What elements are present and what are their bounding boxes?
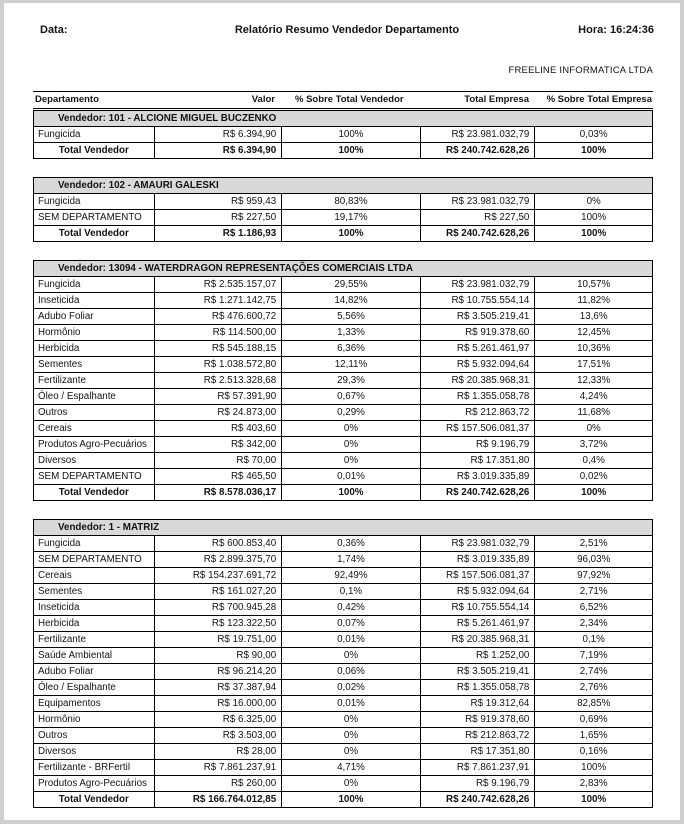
company-total-cell: R$ 157.506.081,37 [420, 421, 535, 436]
pct-vendor-cell: 0% [281, 421, 420, 436]
value-cell: R$ 1.186,93 [154, 226, 282, 241]
department-cell: Inseticida [38, 602, 80, 613]
pct-vendor-cell: 5,56% [281, 309, 420, 324]
department-row [34, 536, 652, 552]
department-cell: Total Vendedor [58, 794, 129, 805]
department-row [34, 437, 652, 453]
department-row [34, 696, 652, 712]
department-row [34, 210, 652, 226]
value-cell: R$ 1.271.142,75 [154, 293, 282, 308]
pct-company-cell: 4,24% [534, 389, 652, 404]
department-row [34, 293, 652, 309]
pct-company-cell: 6,52% [534, 600, 652, 615]
vendor-section [33, 177, 653, 242]
value-cell: R$ 90,00 [154, 648, 282, 663]
department-cell: Produtos Agro-Pecuários [38, 439, 147, 450]
value-cell: R$ 114.500,00 [154, 325, 282, 340]
column-header-row [33, 91, 653, 109]
value-cell: R$ 16.000,00 [154, 696, 282, 711]
value-cell: R$ 6.394,90 [154, 127, 282, 142]
column-header-departamento: Departamento [35, 94, 99, 105]
pct-company-cell: 0,03% [534, 127, 652, 142]
pct-vendor-cell: 12,11% [281, 357, 420, 372]
pct-company-cell: 82,85% [534, 696, 652, 711]
company-total-cell: R$ 919.378,60 [420, 325, 535, 340]
company-total-cell: R$ 5.261.461,97 [420, 616, 535, 631]
company-total-cell: R$ 5.932.094,64 [420, 357, 535, 372]
company-total-cell: R$ 212.863,72 [420, 728, 535, 743]
department-row [34, 616, 652, 632]
department-row [34, 325, 652, 341]
pct-vendor-cell: 0% [281, 648, 420, 663]
pct-vendor-cell: 19,17% [281, 210, 420, 225]
value-cell: R$ 161.027,20 [154, 584, 282, 599]
pct-vendor-cell: 0,02% [281, 680, 420, 695]
pct-vendor-cell: 0,07% [281, 616, 420, 631]
department-row [34, 127, 652, 143]
value-cell: R$ 260,00 [154, 776, 282, 791]
company-total-cell: R$ 10.755.554,14 [420, 293, 535, 308]
department-cell: Outros [38, 407, 68, 418]
pct-company-cell: 100% [534, 210, 652, 225]
company-total-cell: R$ 23.981.032,79 [420, 194, 535, 209]
pct-company-cell: 0,69% [534, 712, 652, 727]
pct-company-cell: 100% [534, 792, 652, 807]
value-cell: R$ 600.853,40 [154, 536, 282, 551]
company-total-cell: R$ 23.981.032,79 [420, 127, 535, 142]
pct-company-cell: 12,33% [534, 373, 652, 388]
department-cell: Herbicida [38, 618, 80, 629]
department-row [34, 405, 652, 421]
pct-vendor-cell: 29,55% [281, 277, 420, 292]
pct-vendor-cell: 0,06% [281, 664, 420, 679]
company-total-cell: R$ 5.261.461,97 [420, 341, 535, 356]
pct-company-cell: 12,45% [534, 325, 652, 340]
value-cell: R$ 57.391,90 [154, 389, 282, 404]
department-cell: Total Vendedor [58, 228, 129, 239]
pct-vendor-cell: 0% [281, 728, 420, 743]
pct-company-cell: 11,82% [534, 293, 652, 308]
column-header-pct-total-vendedor: % Sobre Total Vendedor [295, 94, 404, 105]
time-label: Hora: 16:24:36 [578, 24, 654, 36]
value-cell: R$ 8.578.036,17 [154, 485, 282, 500]
department-row [34, 194, 652, 210]
pct-company-cell: 0,4% [534, 453, 652, 468]
value-cell: R$ 96.214,20 [154, 664, 282, 679]
company-total-cell: R$ 17.351,80 [420, 744, 535, 759]
pct-vendor-cell: 1,74% [281, 552, 420, 567]
pct-vendor-cell: 0% [281, 776, 420, 791]
pct-vendor-cell: 0,01% [281, 632, 420, 647]
pct-vendor-cell: 14,82% [281, 293, 420, 308]
department-row [34, 648, 652, 664]
pct-company-cell: 2,74% [534, 664, 652, 679]
company-total-cell: R$ 240.742.628,26 [420, 226, 535, 241]
value-cell: R$ 6.325,00 [154, 712, 282, 727]
pct-company-cell: 100% [534, 760, 652, 775]
pct-company-cell: 0,02% [534, 469, 652, 484]
total-vendedor-row [34, 485, 652, 500]
department-row [34, 469, 652, 485]
pct-vendor-cell: 92,49% [281, 568, 420, 583]
company-total-cell: R$ 9.196,79 [420, 437, 535, 452]
company-total-cell: R$ 10.755.554,14 [420, 600, 535, 615]
company-total-cell: R$ 7.861.237,91 [420, 760, 535, 775]
company-total-cell: R$ 9.196,79 [420, 776, 535, 791]
pct-company-cell: 2,76% [534, 680, 652, 695]
company-total-cell: R$ 17.351,80 [420, 453, 535, 468]
department-cell: Outros [38, 730, 68, 741]
value-cell: R$ 2.513.328,68 [154, 373, 282, 388]
pct-vendor-cell: 29,3% [281, 373, 420, 388]
company-total-cell: R$ 1.252,00 [420, 648, 535, 663]
table-area [33, 91, 653, 808]
department-cell: Sementes [38, 586, 83, 597]
value-cell: R$ 476.600,72 [154, 309, 282, 324]
pct-company-cell: 1,65% [534, 728, 652, 743]
report-page [4, 3, 680, 820]
company-total-cell: R$ 23.981.032,79 [420, 277, 535, 292]
pct-vendor-cell: 6,36% [281, 341, 420, 356]
pct-vendor-cell: 0,42% [281, 600, 420, 615]
company-total-cell: R$ 3.505.219,41 [420, 309, 535, 324]
department-row [34, 632, 652, 648]
company-total-cell: R$ 5.932.094,64 [420, 584, 535, 599]
value-cell: R$ 28,00 [154, 744, 282, 759]
department-row [34, 744, 652, 760]
company-total-cell: R$ 23.981.032,79 [420, 536, 535, 551]
vendor-section-title: Vendedor: 101 - ALCIONE MIGUEL BUCZENKO [34, 111, 652, 127]
pct-vendor-cell: 0% [281, 437, 420, 452]
value-cell: R$ 403,60 [154, 421, 282, 436]
department-cell: Diversos [38, 746, 77, 757]
pct-vendor-cell: 0,29% [281, 405, 420, 420]
value-cell: R$ 545.188,15 [154, 341, 282, 356]
value-cell: R$ 70,00 [154, 453, 282, 468]
vendor-section-title: Vendedor: 102 - AMAURI GALESKI [34, 178, 652, 194]
pct-vendor-cell: 0,01% [281, 696, 420, 711]
company-total-cell: R$ 20.385.968,31 [420, 632, 535, 647]
pct-company-cell: 11,68% [534, 405, 652, 420]
company-total-cell: R$ 1.355.058,78 [420, 389, 535, 404]
department-row [34, 357, 652, 373]
department-row [34, 600, 652, 616]
department-cell: Fungicida [38, 538, 81, 549]
pct-company-cell: 2,83% [534, 776, 652, 791]
pct-vendor-cell: 0,1% [281, 584, 420, 599]
department-cell: Cereais [38, 423, 72, 434]
vendor-section [33, 260, 653, 501]
report-title: Relatório Resumo Vendedor Departamento [234, 24, 460, 36]
pct-vendor-cell: 80,83% [281, 194, 420, 209]
department-cell: Equipamentos [38, 698, 101, 709]
company-total-cell: R$ 20.385.968,31 [420, 373, 535, 388]
department-row [34, 421, 652, 437]
department-cell: Cereais [38, 570, 72, 581]
pct-company-cell: 100% [534, 485, 652, 500]
department-row [34, 277, 652, 293]
pct-company-cell: 100% [534, 226, 652, 241]
department-cell: Adubo Foliar [38, 666, 94, 677]
company-total-cell: R$ 227,50 [420, 210, 535, 225]
department-row [34, 584, 652, 600]
pct-vendor-cell: 100% [281, 127, 420, 142]
pct-vendor-cell: 100% [281, 143, 420, 158]
department-row [34, 453, 652, 469]
value-cell: R$ 154.237.691,72 [154, 568, 282, 583]
column-header-valor: Valor [251, 94, 275, 105]
department-row [34, 664, 652, 680]
value-cell: R$ 24.873,00 [154, 405, 282, 420]
date-label: Data: [40, 24, 68, 36]
department-cell: Fungicida [38, 279, 81, 290]
pct-vendor-cell: 100% [281, 792, 420, 807]
company-total-cell: R$ 157.506.081,37 [420, 568, 535, 583]
value-cell: R$ 123.322,50 [154, 616, 282, 631]
pct-company-cell: 10,57% [534, 277, 652, 292]
pct-company-cell: 2,71% [534, 584, 652, 599]
pct-vendor-cell: 4,71% [281, 760, 420, 775]
pct-company-cell: 100% [534, 143, 652, 158]
pct-vendor-cell: 100% [281, 226, 420, 241]
department-row [34, 728, 652, 744]
vendor-section [33, 519, 653, 808]
department-cell: Inseticida [38, 295, 80, 306]
department-cell: SEM DEPARTAMENTO [38, 212, 142, 223]
department-cell: Hormônio [38, 714, 81, 725]
pct-company-cell: 13,6% [534, 309, 652, 324]
value-cell: R$ 2.535.157,07 [154, 277, 282, 292]
department-row [34, 309, 652, 325]
department-cell: SEM DEPARTAMENTO [38, 471, 142, 482]
pct-vendor-cell: 0% [281, 453, 420, 468]
value-cell: R$ 342,00 [154, 437, 282, 452]
department-cell: Hormônio [38, 327, 81, 338]
pct-vendor-cell: 0,36% [281, 536, 420, 551]
pct-vendor-cell: 0,67% [281, 389, 420, 404]
value-cell: R$ 465,50 [154, 469, 282, 484]
company-total-cell: R$ 240.742.628,26 [420, 143, 535, 158]
department-row [34, 760, 652, 776]
company-total-cell: R$ 19.312,64 [420, 696, 535, 711]
report-header [4, 3, 680, 36]
company-total-cell: R$ 240.742.628,26 [420, 485, 535, 500]
pct-company-cell: 0,16% [534, 744, 652, 759]
value-cell: R$ 1.038.572,80 [154, 357, 282, 372]
vendor-section-title: Vendedor: 13094 - WATERDRAGON REPRESENTAÇÕES COMERCIAIS LTDA [34, 261, 652, 277]
department-cell: Saúde Ambiental [38, 650, 113, 661]
sections [33, 110, 653, 808]
department-row [34, 712, 652, 728]
value-cell: R$ 3.503,00 [154, 728, 282, 743]
pct-company-cell: 2,51% [534, 536, 652, 551]
department-cell: Herbicida [38, 343, 80, 354]
value-cell: R$ 19.751,00 [154, 632, 282, 647]
department-cell: Fungicida [38, 196, 81, 207]
total-vendedor-row [34, 226, 652, 241]
pct-company-cell: 10,36% [534, 341, 652, 356]
vendor-section-title: Vendedor: 1 - MATRIZ [34, 520, 652, 536]
department-row [34, 373, 652, 389]
company-total-cell: R$ 919.378,60 [420, 712, 535, 727]
department-cell: Diversos [38, 455, 77, 466]
pct-company-cell: 0% [534, 194, 652, 209]
pct-vendor-cell: 100% [281, 485, 420, 500]
value-cell: R$ 227,50 [154, 210, 282, 225]
pct-company-cell: 2,34% [534, 616, 652, 631]
vendor-section [33, 110, 653, 159]
pct-company-cell: 0% [534, 421, 652, 436]
department-cell: Produtos Agro-Pecuários [38, 778, 147, 789]
pct-vendor-cell: 1,33% [281, 325, 420, 340]
pct-company-cell: 3,72% [534, 437, 652, 452]
department-cell: Óleo / Espalhante [38, 682, 116, 693]
department-row [34, 552, 652, 568]
company-total-cell: R$ 3.019.335,89 [420, 552, 535, 567]
pct-vendor-cell: 0% [281, 744, 420, 759]
value-cell: R$ 37.387,94 [154, 680, 282, 695]
value-cell: R$ 7.861.237,91 [154, 760, 282, 775]
department-row [34, 389, 652, 405]
department-cell: Fertilizante [38, 375, 86, 386]
column-header-pct-total-empresa: % Sobre Total Empresa [546, 94, 652, 105]
pct-company-cell: 0,1% [534, 632, 652, 647]
department-row [34, 341, 652, 357]
pct-company-cell: 97,92% [534, 568, 652, 583]
department-row [34, 568, 652, 584]
pct-company-cell: 7,19% [534, 648, 652, 663]
column-header-total-empresa: Total Empresa [464, 94, 529, 105]
company-total-cell: R$ 3.505.219,41 [420, 664, 535, 679]
value-cell: R$ 700.945,28 [154, 600, 282, 615]
department-cell: Total Vendedor [58, 487, 129, 498]
company-total-cell: R$ 1.355.058,78 [420, 680, 535, 695]
department-row [34, 680, 652, 696]
value-cell: R$ 166.764.012,85 [154, 792, 282, 807]
pct-company-cell: 96,03% [534, 552, 652, 567]
department-cell: Fertilizante - BRFertil [38, 762, 130, 773]
value-cell: R$ 6.394,90 [154, 143, 282, 158]
department-cell: Total Vendedor [58, 145, 129, 156]
department-row [34, 776, 652, 792]
department-cell: Óleo / Espalhante [38, 391, 116, 402]
department-cell: SEM DEPARTAMENTO [38, 554, 142, 565]
value-cell: R$ 2.899.375,70 [154, 552, 282, 567]
pct-vendor-cell: 0,01% [281, 469, 420, 484]
pct-company-cell: 17,51% [534, 357, 652, 372]
department-cell: Sementes [38, 359, 83, 370]
company-total-cell: R$ 3.019.335,89 [420, 469, 535, 484]
company-name: FREELINE INFORMATICA LTDA [508, 65, 653, 76]
total-vendedor-row [34, 792, 652, 807]
department-cell: Adubo Foliar [38, 311, 94, 322]
pct-vendor-cell: 0% [281, 712, 420, 727]
company-total-cell: R$ 212.863,72 [420, 405, 535, 420]
company-total-cell: R$ 240.742.628,26 [420, 792, 535, 807]
department-cell: Fertilizante [38, 634, 86, 645]
value-cell: R$ 959,43 [154, 194, 282, 209]
total-vendedor-row [34, 143, 652, 158]
department-cell: Fungicida [38, 129, 81, 140]
